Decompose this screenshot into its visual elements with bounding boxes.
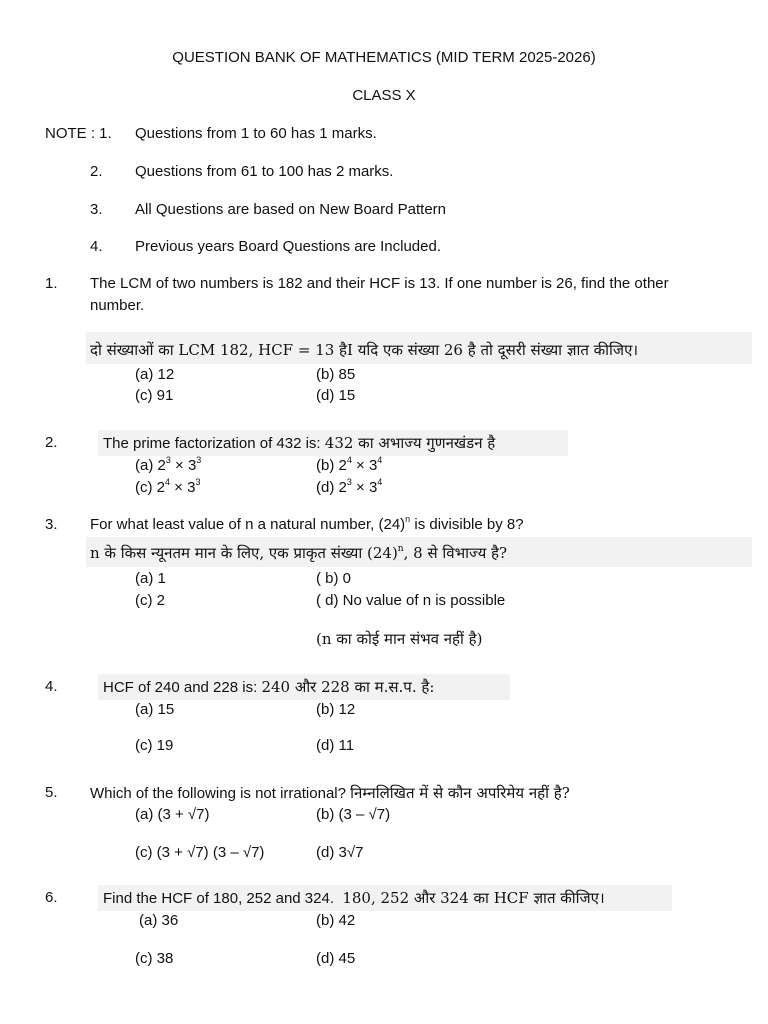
note-num-2: 2. [90, 163, 103, 180]
question-3-text: For what least value of n a natural number, $(24)^n$ is divisible by 8? [90, 514, 524, 533]
question-4-option-d: (d) 11 [316, 737, 355, 754]
question-1-option-c: (c) 91 [135, 387, 174, 404]
question-5-option-d: (d) 3√7 [316, 844, 364, 861]
question-6-number: 6. [45, 889, 58, 906]
question-2-number: 2. [45, 434, 58, 451]
question-1-option-b: (b) 85 [316, 366, 356, 383]
question-1-text-cont: number. [90, 297, 145, 314]
note-item-2: Questions from 61 to 100 has 2 marks. [135, 163, 394, 180]
question-3-option-b: ( b) 0 [316, 570, 352, 587]
question-5-option-b: (b) (3 – √7) [316, 806, 391, 823]
question-6-option-a: (a) 36 [139, 912, 179, 929]
question-4-option-a: (a) 15 [135, 701, 175, 718]
question-5-number: 5. [45, 784, 58, 801]
question-4-hindi: 240 और 228 का म.स.प. है: [261, 678, 435, 696]
question-6-option-c: (c) 38 [135, 950, 174, 967]
question-2-option-c: (c) $2^4 \times 3^3$ [135, 477, 201, 496]
note-num-3: 3. [90, 201, 103, 218]
question-5-option-c: (c) (3 + √7) (3 – √7) [135, 844, 265, 861]
question-2-option-b: (b) $2^4 \times 3^4$ [316, 455, 383, 474]
question-2-hindi: 432 का अभाज्य गुणनखंडन है [324, 434, 496, 452]
question-1-hindi: दो संख्याओं का LCM 182, HCF = 13 हैI यदि एक संख्या 26 है तो दूसरी संख्या ज्ञात कीजिए। [90, 341, 639, 359]
question-5-text: Which of the following is not irrational? निम्नलिखित में से कौन अपरिमेय नहीं है? [90, 784, 570, 802]
question-3-option-d: ( d) No value of n is possible [316, 592, 506, 609]
class-label: CLASS X [352, 87, 416, 104]
question-3-option-a: (a) 1 [135, 570, 166, 587]
question-5-hindi: निम्नलिखित में से कौन अपरिमेय नहीं है? [350, 784, 570, 802]
question-3-number: 3. [45, 516, 58, 533]
question-1-option-a: (a) 12 [135, 366, 175, 383]
note-item-3: All Questions are based on New Board Pattern [135, 201, 447, 218]
question-2-text: The prime factorization of 432 is: 432 का अभाज्य गुणनखंडन है [103, 434, 496, 452]
note-item-1: Questions from 1 to 60 has 1 marks. [135, 125, 377, 142]
question-6-option-b: (b) 42 [316, 912, 356, 929]
question-1-option-d: (d) 15 [316, 387, 356, 404]
question-4-option-b: (b) 12 [316, 701, 356, 718]
question-2-option-a: (a) $2^3 \times 3^3$ [135, 455, 202, 474]
question-1-text: The LCM of two numbers is 182 and their HCF is 13. If one number is 26, find the other [90, 275, 669, 292]
question-3-hindi-note: (n का कोई मान संभव नहीं है) [316, 630, 483, 648]
note-label: NOTE : 1. [45, 125, 112, 142]
question-6-hindi: 180, 252 और 324 का HCF ज्ञात कीजिए। [342, 889, 605, 907]
note-num-4: 4. [90, 238, 103, 255]
question-4-text: HCF of 240 and 228 is: 240 और 228 का म.स.प. है: [103, 678, 435, 696]
question-1-number: 1. [45, 275, 58, 292]
note-item-4: Previous years Board Questions are Included. [135, 238, 441, 255]
question-3-option-c: (c) 2 [135, 592, 165, 609]
question-4-option-c: (c) 19 [135, 737, 174, 754]
page-title: QUESTION BANK OF MATHEMATICS (MID TERM 2025-2026) [172, 49, 596, 66]
question-6-option-d: (d) 45 [316, 950, 356, 967]
question-2-option-d: (d) $2^3 \times 3^4$ [316, 477, 383, 496]
question-5-option-a: (a) (3 + √7) [135, 806, 210, 823]
question-4-number: 4. [45, 678, 58, 695]
question-3-hindi: n के किस न्यूनतम मान के लिए, एक प्राकृत संख्या $(24)^n$, 8 से विभाज्य है? [90, 544, 508, 562]
question-6-text: Find the HCF of 180, 252 and 324. 180, 252 और 324 का HCF ज्ञात कीजिए। [103, 889, 605, 907]
